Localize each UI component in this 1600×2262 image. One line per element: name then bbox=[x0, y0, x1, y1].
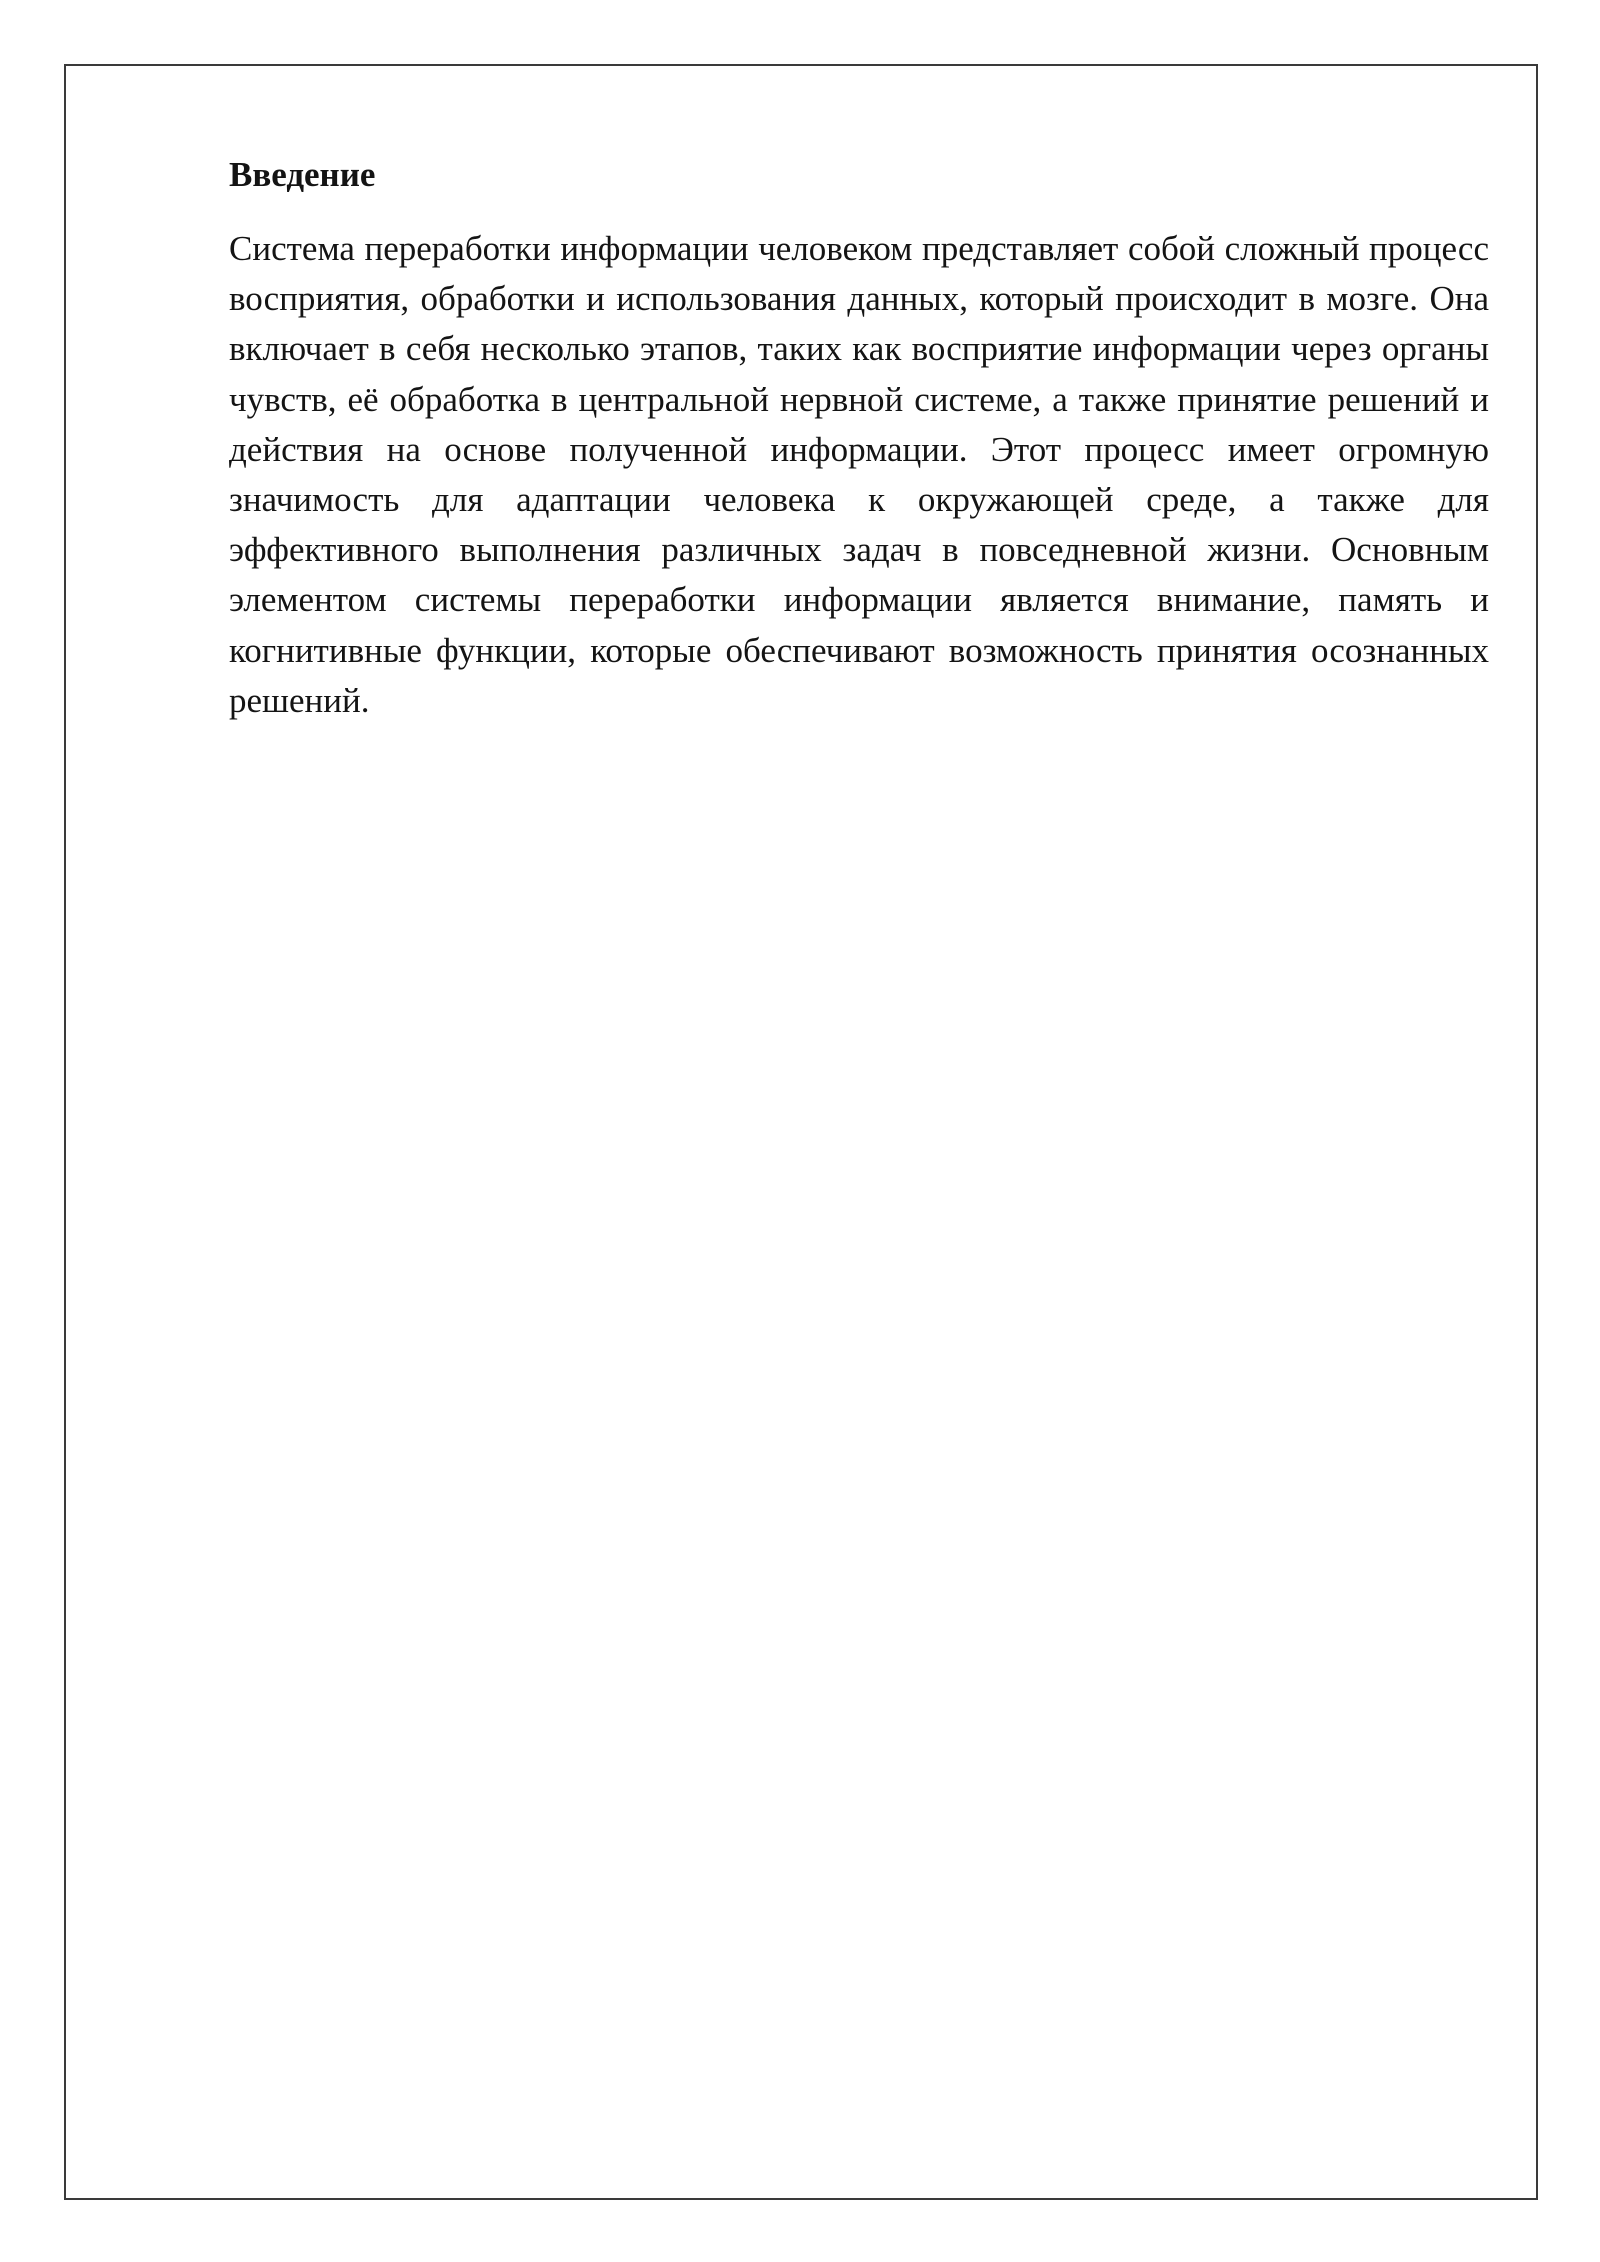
document-body bbox=[229, 150, 1489, 726]
intro-paragraph: Система переработки информации человеком представляет собой сложный процесс восприятия, обработки и использования данных, который происходит в мозге. Она включает в себя несколько этапов, таких как восприятие информации через органы чувств, её обработка в центральной нервной системе, а также принятие решений и действия на основе полученной информации. Этот процесс имеет огромную значимость для адаптации человека к окружающей среде, а также для эффективного выполнения различных задач в повседневной жизни. Основным элементом системы переработки информации является внимание, память и когнитивные функции, которые обеспечивают возможность принятия осознанных решений. bbox=[229, 229, 1489, 720]
section-heading: Введение bbox=[229, 155, 376, 194]
